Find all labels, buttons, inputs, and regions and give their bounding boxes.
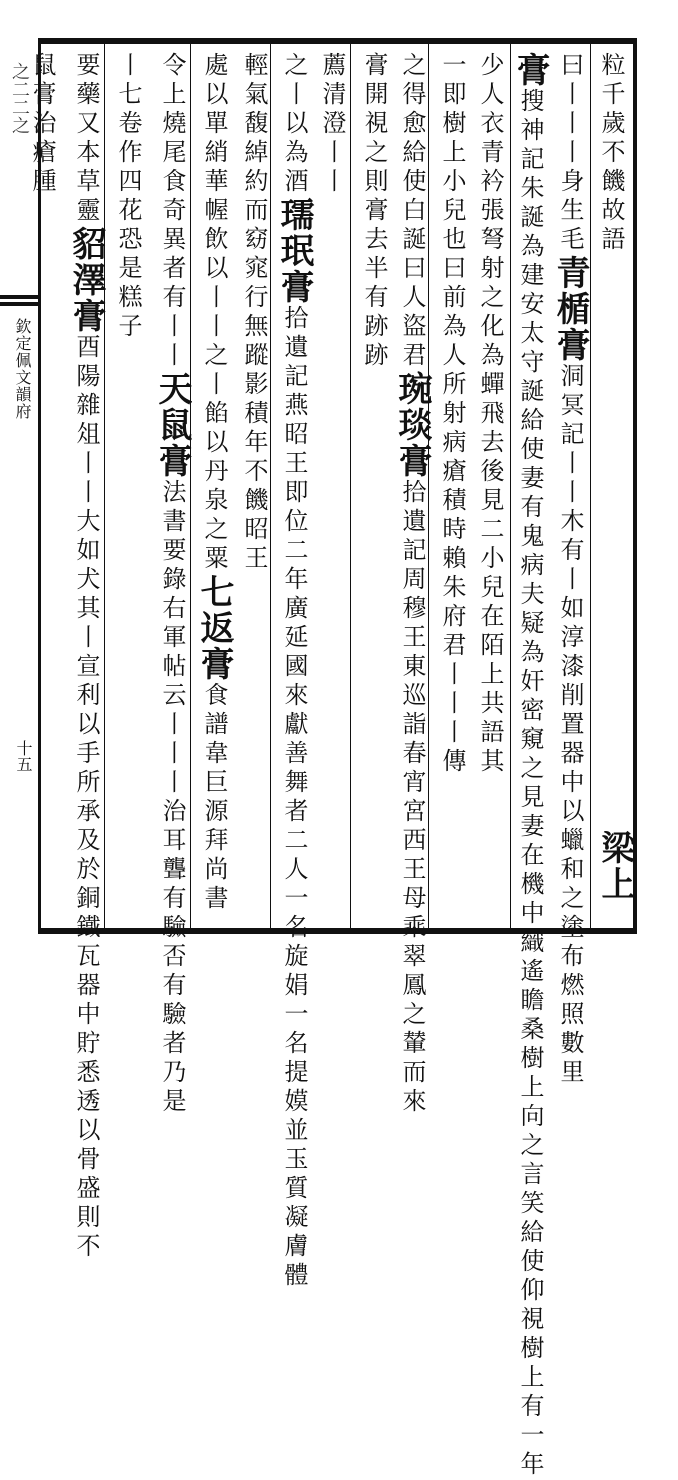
column-text: 丨七卷作四花恐是糕子 bbox=[114, 52, 142, 342]
text-column-6 bbox=[430, 52, 474, 920]
entry-note: 法書要錄右軍帖云丨丨丨治耳聾有驗否有驗者乃是 bbox=[158, 479, 186, 1117]
column-text: 鼠膏治瘡腫 bbox=[28, 52, 56, 197]
entry-headword: 七返膏 bbox=[194, 574, 234, 682]
text-column-3 bbox=[593, 830, 637, 920]
text-column-13 bbox=[150, 52, 194, 1117]
text-column-5 bbox=[468, 52, 512, 920]
entry-note: 拾遺記周穆王東巡詣春宵宮西王母乘翠鳳之輦而來 bbox=[398, 479, 426, 1117]
entry-note: 洞冥記丨丨木有丨如淳漆削置器中以蠟和之塗布燃照數里 bbox=[556, 363, 584, 1088]
column-text: 輕氣馥綽約而窈窕行無蹤影積年不饑昭王 bbox=[240, 52, 268, 574]
entry-headword: 梁上 bbox=[595, 830, 635, 902]
column-text: 薦清澄丨丨 bbox=[318, 52, 346, 197]
column-text: 令上燒尾食奇異者有丨丨 bbox=[158, 52, 186, 371]
column-text: 之丨以為酒 bbox=[280, 52, 308, 197]
text-column-4 bbox=[508, 52, 552, 1480]
entry-note: 食譜韋巨源拜尚書 bbox=[200, 682, 228, 914]
page-number: 十五 bbox=[14, 740, 33, 772]
margin-top-marks: 之二二之 bbox=[9, 62, 30, 134]
margin-line-upper bbox=[0, 295, 40, 299]
text-column-7 bbox=[390, 52, 434, 1117]
text-column-1 bbox=[593, 52, 633, 920]
column-text: 膏開視之則膏去半有跡跡 bbox=[360, 52, 388, 371]
text-column-16 bbox=[28, 52, 64, 920]
entry-headword: 膏 bbox=[510, 52, 550, 88]
column-text: 曰丨丨丨身生毛 bbox=[556, 52, 584, 255]
text-column-14 bbox=[106, 52, 150, 920]
margin-line-upper-2 bbox=[0, 302, 40, 306]
text-column-11 bbox=[232, 52, 276, 920]
column-text: 少人衣青衿張弩射之化為蟬飛去後見二小兒在陌上共語其 bbox=[476, 52, 504, 777]
book-title: 欽定佩文韻府 bbox=[13, 318, 32, 420]
column-text: 一即樹上小兒也曰前為人所射病瘡積時賴朱府君丨丨丨傳 bbox=[438, 52, 466, 777]
column-text: 之得愈給使白誕曰人盜君 bbox=[398, 52, 426, 371]
text-column-10 bbox=[272, 52, 316, 1291]
column-text: 粒千歲不饑故語 bbox=[597, 52, 625, 255]
column-text: 要藥又本草靈 bbox=[72, 52, 100, 226]
column-text: 處以單綃華幄飲以丨丨之丨餡以丹泉之粟 bbox=[200, 52, 228, 574]
entry-headword: 瓀珉膏 bbox=[274, 197, 314, 305]
entry-note: 酉陽雜俎丨丨大如犬其丨宣利以手所承及於銅鐵瓦器中貯悉透以骨盛則不 bbox=[72, 334, 100, 1262]
entry-note: 搜神記朱誕為建安太守誕給使妻有鬼病夫疑為奸密窺之見妻在機中織遙瞻桑樹上向之言笑給使仰視樹上有一年 bbox=[516, 88, 544, 1480]
entry-headword: 琬琰膏 bbox=[392, 371, 432, 479]
text-column-15 bbox=[64, 52, 108, 1262]
text-column-12 bbox=[192, 52, 236, 920]
frame-right-rule bbox=[633, 38, 637, 934]
entry-headword: 天鼠膏 bbox=[152, 371, 192, 479]
entry-headword: 青楯膏 bbox=[550, 255, 590, 363]
entry-headword: 貂澤膏 bbox=[66, 226, 106, 334]
text-column-2 bbox=[548, 52, 592, 1088]
text-column-8 bbox=[352, 52, 396, 920]
entry-note: 拾遺記燕昭王即位二年廣延國來獻善舞者二人一名旋娟一名提嫫並玉質凝膚體 bbox=[280, 305, 308, 1291]
text-column-9 bbox=[310, 52, 354, 920]
